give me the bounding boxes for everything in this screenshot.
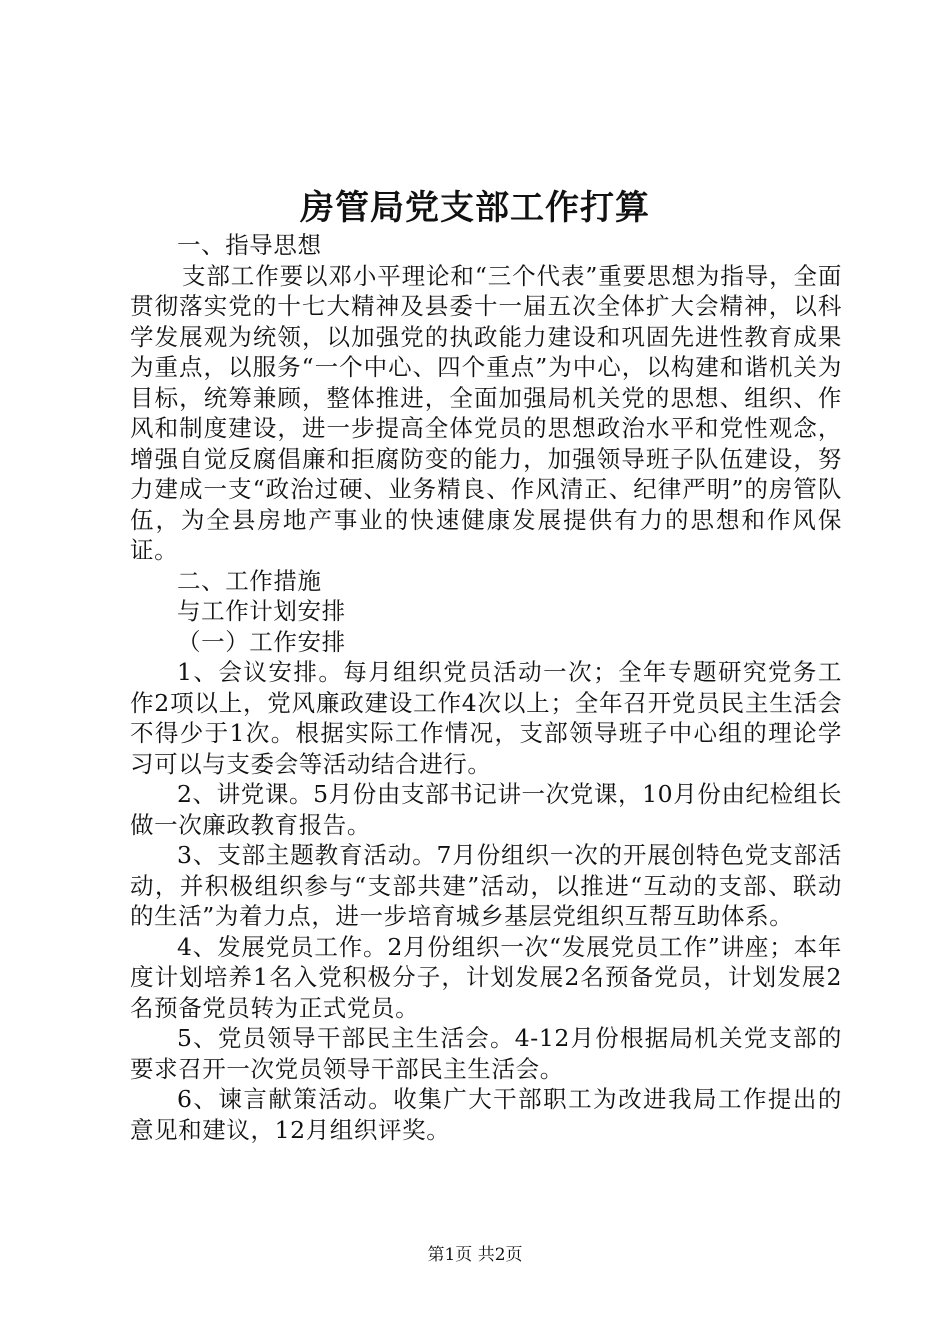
document-title: 房管局党支部工作打算 [300, 188, 650, 228]
subsection-heading-work-arrangement: （一）工作安排 [177, 627, 346, 656]
list-item-suggestions: 6、谏言献策活动。收集广大干部职工为改进我局工作提出的意见和建议，12月组织评奖。 [130, 1085, 842, 1144]
page-footer: 第1页 共2页 [427, 1245, 523, 1265]
list-item-democratic-life-meeting: 5、党员领导干部民主生活会。4-12月份根据局机关党支部的要求召开一次党员领导干部民主生活会。 [130, 1024, 842, 1083]
section-heading-guiding-ideology: 一、指导思想 [177, 231, 322, 259]
list-item-theme-education: 3、支部主题教育活动。7月份组织一次的开展创特色党支部活动，并积极组织参与“支部共建”活动，以推进“互动的支部、联动的生活”为着力点，进一步培育城乡基层党组织互帮互助体系。 [130, 841, 842, 930]
document-body [130, 230, 842, 1145]
list-item-meetings: 1、会议安排。每月组织党员活动一次；全年专题研究党务工作2项以上，党风廉政建设工作4次以上；全年召开党员民主生活会不得少于1次。根据实际工作情况，支部领导班子中心组的理论学习可以与支委会等活动结合进行。 [130, 658, 842, 778]
section-heading-work-measures: 二、工作措施 [177, 566, 322, 595]
paragraph-guiding-ideology: 支部工作要以邓小平理论和“三个代表”重要思想为指导，全面贯彻落实党的十七大精神及县委十一届五次全体扩大会精神，以科学发展观为统领，以加强党的执政能力建设和巩固先进性教育成果为重点，以服务“一个中心、四个重点”为中心，以构建和谐机关为目标，统筹兼顾，整体推进，全面加强局机关党的思想、组织、作风和制度建设，进一步提高全体党员的思想政治水平和党性观念，增强自觉反腐倡廉和拒腐防变的能力，加强领导班子队伍建设，努力建成一支“政治过硬、业务精良、作风清正、纪律严明”的房管队伍，为全县房地产事业的快速健康发展提供有力的思想和作风保证。 [130, 261, 842, 564]
list-item-party-lecture: 2、讲党课。5月份由支部书记讲一次党课，10月份由纪检组长做一次廉政教育报告。 [130, 780, 842, 839]
section-heading-work-plan: 与工作计划安排 [177, 597, 346, 625]
list-item-member-development: 4、发展党员工作。2月份组织一次“发展党员工作”讲座；本年度计划培养1名入党积极分子，计划发展2名预备党员，计划发展2名预备党员转为正式党员。 [130, 932, 842, 1022]
